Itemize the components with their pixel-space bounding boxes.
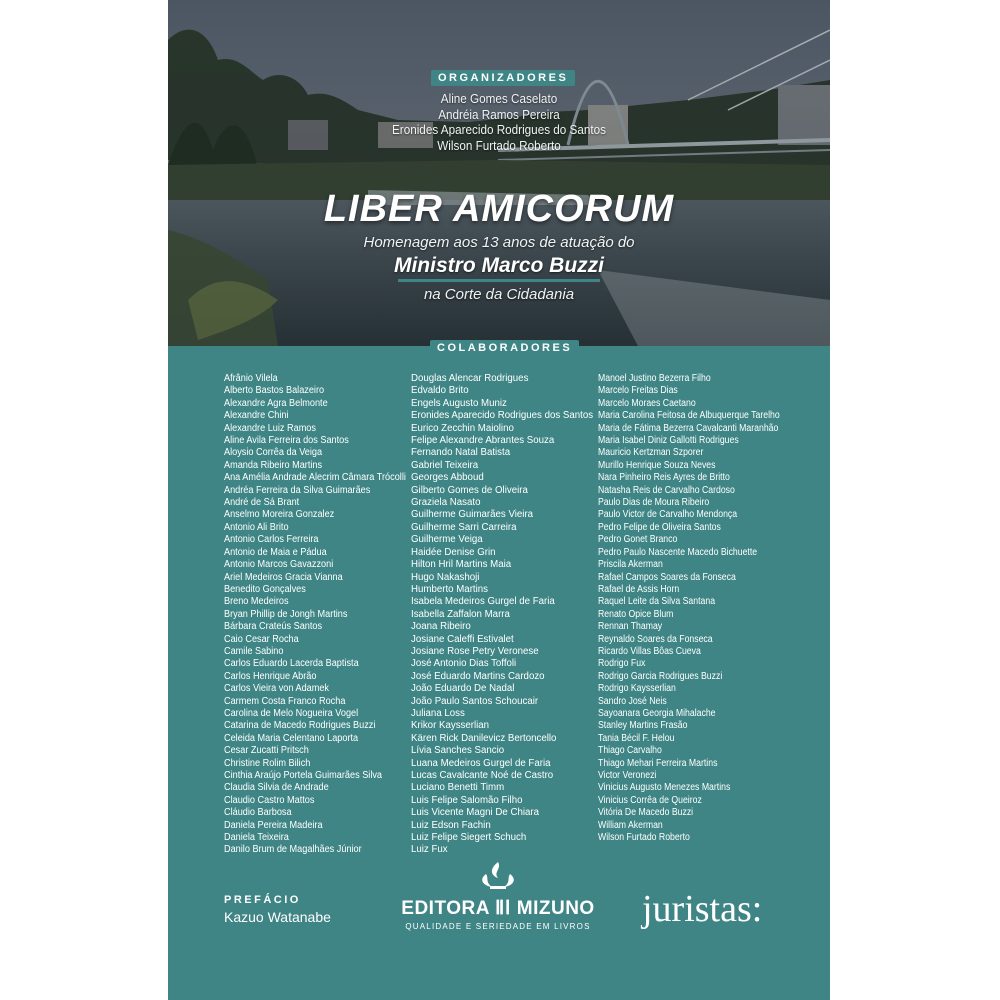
contributor-name: Juliana Loss <box>411 707 465 719</box>
contributor-name: Alexandre Luiz Ramos <box>224 422 316 434</box>
contributor-name: Maria Isabel Diniz Gallotti Rodrigues <box>598 435 739 447</box>
contributor-name: Rodrigo Garcia Rodrigues Buzzi <box>598 670 723 682</box>
publisher-tagline: QUALIDADE E SERIEDADE EM LIVROS <box>405 922 591 931</box>
contributor-name: Rodrigo Fux <box>598 658 646 670</box>
contributor-name: Hugo Nakashoji <box>411 571 480 583</box>
contributor-name: Danilo Brum de Magalhães Júnior <box>224 844 362 856</box>
contributor-name: Cláudio Barbosa <box>224 807 292 819</box>
contributor-name: Carmem Costa Franco Rocha <box>224 695 346 707</box>
contributor-name: José Eduardo Martins Cardozo <box>411 670 545 682</box>
contributor-name: Priscila Akerman <box>598 559 663 571</box>
contributor-name: Benedito Gonçalves <box>224 583 306 595</box>
contributor-name: Gilberto Gomes de Oliveira <box>411 484 528 496</box>
organizer-name: Wilson Furtado Roberto <box>437 137 561 153</box>
contributor-name: Fernando Natal Batista <box>411 447 511 459</box>
publisher-name-left: EDITORA <box>401 898 490 919</box>
contributor-name: Bárbara Crateús Santos <box>224 621 323 633</box>
contributor-name: William Akerman <box>598 819 663 831</box>
preface-author: Kazuo Watanabe <box>224 909 331 925</box>
contributor-name: Thiago Mehari Ferreira Martins <box>598 757 718 769</box>
contributor-name: Pedro Gonet Branco <box>598 534 678 546</box>
contributor-name: Sayoanara Georgia Mihalache <box>598 707 716 719</box>
contributor-name: Hilton Hril Martins Maia <box>411 559 512 571</box>
contributor-name: Vinicius Augusto Menezes Martins <box>598 782 731 794</box>
organizer-name: Eronides Aparecido Rodrigues do Santos <box>391 122 606 137</box>
contributor-name: Gabriel Teixeira <box>411 459 479 471</box>
contributor-name: Aline Avila Ferreira dos Santos <box>224 435 349 447</box>
contributor-name: Natasha Reis de Carvalho Cardoso <box>598 484 735 496</box>
contributor-name: Kären Rick Danilevicz Bertoncello <box>411 732 557 744</box>
contributor-name: Tania Bécil F. Helou <box>598 732 675 744</box>
contributor-name: Pedro Felipe de Oliveira Santos <box>598 521 721 533</box>
book-title: LIBER AMICORUM <box>323 188 675 230</box>
contributor-name: Antonio de Maia e Pádua <box>224 546 327 558</box>
contributor-name: Humberto Martins <box>411 583 489 595</box>
contributor-name: Raquel Leite da Silva Santana <box>598 596 716 608</box>
contributor-name: Josiane Caleffi Estivalet <box>411 633 514 645</box>
contributor-name: Caio Cesar Rocha <box>224 633 299 645</box>
contributor-name: Pedro Paulo Nascente Macedo Bichuette <box>598 546 758 558</box>
contributor-name: Lívia Sanches Sancio <box>411 745 505 757</box>
contributor-name: Andréa Ferreira da Silva Guimarães <box>224 484 371 496</box>
contributor-name: Luiz Felipe Siegert Schuch <box>411 832 527 844</box>
contributor-name: Alexandre Agra Belmonte <box>224 397 328 409</box>
contributor-name: Ariel Medeiros Gracia Vianna <box>224 571 343 583</box>
honoree-underline <box>398 279 600 282</box>
contributor-name: Manoel Justino Bezerra Filho <box>598 373 711 384</box>
contributor-name: Alexandre Chini <box>224 410 289 422</box>
contributor-name: Isabella Zaffalon Marra <box>411 608 510 620</box>
contributor-name: Carolina de Melo Nogueira Vogel <box>224 707 359 719</box>
contributor-name: Afrânio Vilela <box>224 373 278 384</box>
contributor-name: Carlos Henrique Abrão <box>224 670 317 682</box>
contributor-name: Cinthia Araújo Portela Guimarães Silva <box>224 770 383 781</box>
contributor-name: Wilson Furtado Roberto <box>598 832 690 844</box>
contributors-column-2 <box>411 373 595 857</box>
contributors-column-3 <box>598 373 803 844</box>
contributor-name: Daniela Pereira Madeira <box>224 819 323 831</box>
contributor-name: Camile Sabino <box>224 645 284 657</box>
contributor-name: Christine Rolim Bilich <box>224 757 311 769</box>
contributor-name: Vitória De Macedo Buzzi <box>598 807 694 819</box>
contributor-name: Reynaldo Soares da Fonseca <box>598 633 713 645</box>
contributor-name: Amanda Ribeiro Martins <box>224 459 323 471</box>
contributors-column-1 <box>224 373 419 857</box>
contributor-name: Antonio Carlos Ferreira <box>224 534 319 546</box>
organizers-list <box>168 91 830 153</box>
contributor-name: Ricardo Villas Bôas Cueva <box>598 645 701 657</box>
contributor-name: Celeida Maria Celentano Laporta <box>224 732 359 744</box>
imprint-colon-mark: : <box>751 888 763 930</box>
contributor-name: Edvaldo Brito <box>411 385 469 397</box>
imprint-name: juristas <box>642 888 752 930</box>
contributor-name: Mauricio Kertzman Szporer <box>598 447 704 459</box>
contributors-label: COLABORADORES <box>430 340 579 356</box>
contributor-name: Vinicius Corrêa de Queiroz <box>598 794 702 806</box>
contributor-name: Thiago Carvalho <box>598 745 662 757</box>
contributor-name: Felipe Alexandre Abrantes Souza <box>411 435 555 447</box>
contributor-name: André de Sá Brant <box>224 497 300 509</box>
publisher-name <box>388 897 608 920</box>
contributor-name: Luis Vicente Magni De Chiara <box>411 807 540 819</box>
contributor-name: Marcelo Moraes Caetano <box>598 397 696 409</box>
book-subtitle-honoree: Ministro Marco Buzzi <box>393 254 604 277</box>
contributor-name: Joana Ribeiro <box>411 621 471 633</box>
organizer-name: Aline Gomes Caselato <box>440 91 558 106</box>
preface-label: PREFÁCIO <box>224 894 301 906</box>
book-cover <box>168 0 830 1000</box>
contributor-name: Eronides Aparecido Rodrigues dos Santos <box>411 410 594 422</box>
contributor-name: Josiane Rose Petry Veronese <box>411 645 539 657</box>
contributor-name: Breno Medeiros <box>224 596 289 608</box>
organizers-label: ORGANIZADORES <box>431 70 575 86</box>
contributor-name: Stanley Martins Frasão <box>598 720 688 732</box>
organizer-name: Andréia Ramos Pereira <box>438 106 560 122</box>
publisher-name-right: MIZUNO <box>516 898 595 919</box>
contributor-name: Bryan Phillip de Jongh Martins <box>224 608 348 620</box>
contributor-name: João Eduardo De Nadal <box>411 683 515 695</box>
contributor-name: Eurico Zecchin Maiolino <box>411 422 514 434</box>
contributor-name: Ana Amélia Andrade Alecrim Câmara Trócolli <box>224 472 406 484</box>
contributor-name: Luana Medeiros Gurgel de Faria <box>411 757 551 769</box>
contributor-name: Paulo Victor de Carvalho Mendonça <box>598 509 738 521</box>
contributor-name: Marcelo Freitas Dias <box>598 385 678 397</box>
imprint-logo-juristas <box>642 887 762 931</box>
contributor-name: Antonio Ali Brito <box>224 521 289 533</box>
contributor-name: Victor Veronezi <box>598 770 657 781</box>
contributor-name: Renato Opice Blum <box>598 608 674 620</box>
contributor-name: Rodrigo Kaysserlian <box>598 683 676 695</box>
contributor-name: Luiz Edson Fachin <box>411 819 491 831</box>
mizuno-flame-icon <box>388 860 608 900</box>
contributor-name: Lucas Cavalcante Noé de Castro <box>411 770 554 781</box>
contributor-name: Daniela Teixeira <box>224 832 289 844</box>
contributor-name: Aloysio Corrêa da Veiga <box>224 447 323 459</box>
contributor-name: Rennan Thamay <box>598 621 663 633</box>
contributor-name: Rafael Campos Soares da Fonseca <box>598 571 736 583</box>
publisher-logo-editora-mizuno <box>388 860 608 940</box>
contributor-name: Krikor Kaysserlian <box>411 720 490 732</box>
contributor-name: Georges Abboud <box>411 472 484 484</box>
contributor-name: Rafael de Assis Horn <box>598 583 680 595</box>
contributor-name: Carlos Eduardo Lacerda Baptista <box>224 658 359 670</box>
contributor-name: Luiz Fux <box>411 844 448 856</box>
book-subtitle-line1: Homenagem aos 13 anos de atuação do <box>363 234 635 251</box>
contributor-name: Paulo Dias de Moura Ribeiro <box>598 497 710 509</box>
contributor-name: Claudia Silvia de Andrade <box>224 782 329 794</box>
contributor-name: Sandro José Neis <box>598 695 667 707</box>
contributor-name: Maria de Fátima Bezerra Cavalcanti Maranhão <box>598 422 779 434</box>
contributor-name: Engels Augusto Muniz <box>411 397 507 409</box>
contributor-name: Claudio Castro Mattos <box>224 794 315 806</box>
contributor-name: Antonio Marcos Gavazzoni <box>224 559 334 571</box>
contributor-name: Cesar Zucatti Pritsch <box>224 745 309 757</box>
contributor-name: Carlos Vieira von Adamek <box>224 683 330 695</box>
contributor-name: Guilherme Veiga <box>411 534 483 546</box>
contributor-name: Luis Felipe Salomão Filho <box>411 794 523 806</box>
contributor-name: Guilherme Sarri Carreira <box>411 521 517 533</box>
contributor-name: Isabela Medeiros Gurgel de Faria <box>411 596 555 608</box>
contributor-name: Anselmo Moreira Gonzalez <box>224 509 335 521</box>
contributor-name: Graziela Nasato <box>411 497 481 509</box>
contributor-name: Luciano Benetti Timm <box>411 782 505 794</box>
contributor-name: Alberto Bastos Balazeiro <box>224 385 325 397</box>
contributor-name: Catarina de Macedo Rodrigues Buzzi <box>224 720 376 732</box>
contributor-name: João Paulo Santos Schoucair <box>411 695 539 707</box>
contributor-name: Guilherme Guimarães Vieira <box>411 509 534 521</box>
contributor-name: Haidée Denise Grin <box>411 546 496 558</box>
contributor-name: José Antonio Dias Toffoli <box>411 658 517 670</box>
contributor-name: Nara Pinheiro Reis Ayres de Britto <box>598 472 730 484</box>
book-subtitle-line3: na Corte da Cidadania <box>423 286 575 303</box>
contributor-name: Maria Carolina Feitosa de Albuquerque Tarelho <box>598 410 780 422</box>
publisher-columns-icon: ⅡⅠ <box>495 898 511 919</box>
contributor-name: Murillo Henrique Souza Neves <box>598 459 716 471</box>
contributor-name: Douglas Alencar Rodrigues <box>411 373 529 384</box>
